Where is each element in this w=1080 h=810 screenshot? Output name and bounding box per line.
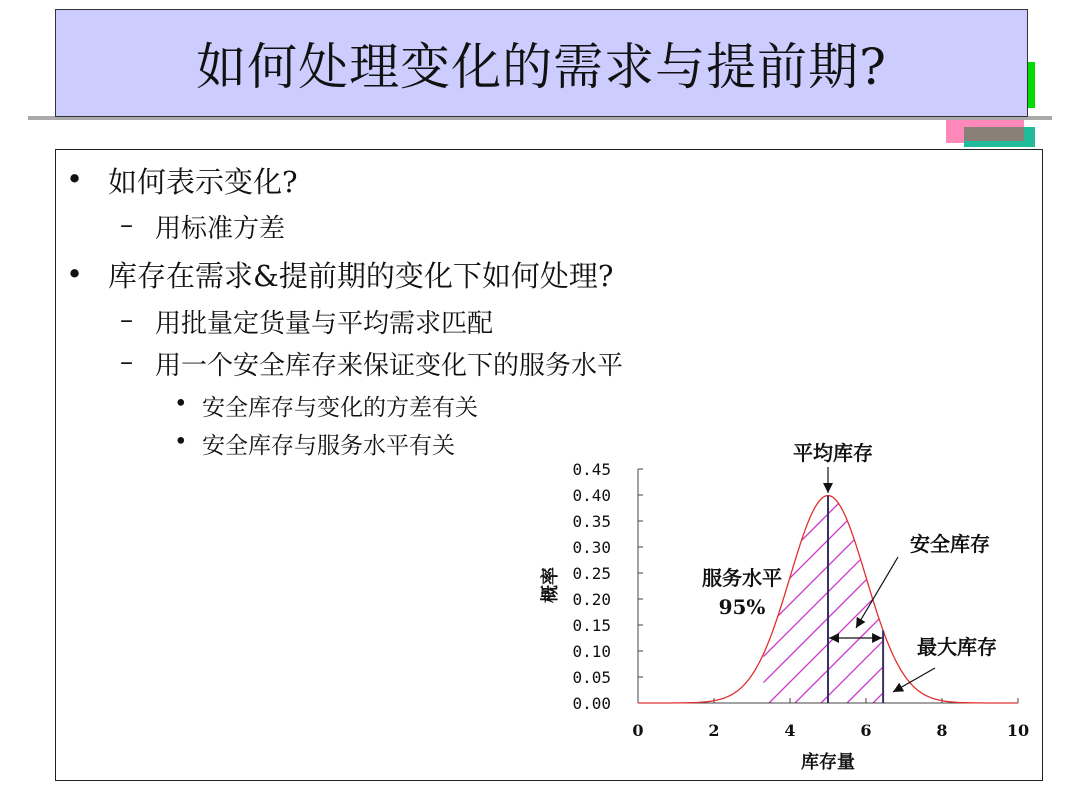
hatch-line xyxy=(1038,480,1080,720)
dash-marker: – xyxy=(120,347,133,377)
max-inventory-label: 最大库存 xyxy=(917,635,997,659)
y-tick-label: 0.40 xyxy=(572,486,611,505)
bullet-item-4: 用批量定货量与平均需求匹配 xyxy=(155,309,494,339)
safety-arrow xyxy=(856,557,898,628)
average-arrow-head xyxy=(823,483,833,493)
y-tick-label: 0.30 xyxy=(572,538,611,557)
y-tick-label: 0.05 xyxy=(572,668,611,687)
hatch-line xyxy=(934,480,1080,720)
hatch-line xyxy=(778,480,1018,720)
service-level-value: 95% xyxy=(718,595,766,619)
hatch-line xyxy=(1064,480,1080,720)
dash-marker: – xyxy=(120,305,133,335)
x-tick-label: 4 xyxy=(784,721,796,740)
dash-marker: – xyxy=(120,210,133,240)
hatch-line xyxy=(596,480,836,720)
hatch-line xyxy=(1012,480,1080,720)
x-axis-label: 库存量 xyxy=(801,752,855,773)
hatch-line xyxy=(960,480,1080,720)
bullet-marker: • xyxy=(66,162,84,196)
x-tick-label: 8 xyxy=(936,721,948,740)
hatch-line xyxy=(986,480,1080,720)
x-tick-label: 6 xyxy=(860,721,872,740)
tick-labels xyxy=(539,460,1029,773)
hatch-line xyxy=(804,480,1044,720)
bullet-item-7: 安全库存与服务水平有关 xyxy=(202,433,455,459)
hatch-line xyxy=(648,480,888,720)
hatch-line xyxy=(674,480,914,720)
average-inventory-label: 平均库存 xyxy=(793,441,873,465)
bullet-marker: • xyxy=(66,257,84,291)
x-tick-label: 0 xyxy=(632,721,644,740)
x-tick-label: 2 xyxy=(708,721,720,740)
y-axis-label: 概率 xyxy=(540,567,561,603)
x-tick-label: 10 xyxy=(1006,721,1030,740)
y-tick-label: 0.10 xyxy=(572,642,611,661)
y-tick-label: 0.45 xyxy=(572,460,611,479)
y-tick-label: 0.00 xyxy=(572,694,611,713)
safety-arrow-head xyxy=(856,617,865,628)
hatch-line xyxy=(856,480,1080,720)
slide-title: 如何处理变化的需求与提前期? xyxy=(55,9,1028,117)
chart-annotations xyxy=(702,441,997,692)
bullet-item-2: 用标准方差 xyxy=(155,214,286,244)
y-tick-label: 0.20 xyxy=(572,590,611,609)
hatch-line xyxy=(830,480,1070,720)
y-tick-label: 0.25 xyxy=(572,564,611,583)
y-tick-label: 0.35 xyxy=(572,512,611,531)
safety-stock-label: 安全库存 xyxy=(910,532,990,556)
y-tick-label: 0.15 xyxy=(572,616,611,635)
bullet-marker: • xyxy=(174,391,188,417)
bullet-item-3: 库存在需求&提前期的变化下如何处理? xyxy=(108,259,614,293)
hatch-line xyxy=(492,480,732,720)
service-level-label: 服务水平 xyxy=(702,566,782,590)
max-arrow-head xyxy=(893,683,904,692)
bullet-item-6: 安全库存与变化的方差有关 xyxy=(202,395,478,421)
hatch-line xyxy=(908,480,1080,720)
safety-span-right-head xyxy=(872,633,882,643)
bullet-marker: • xyxy=(174,429,188,455)
bullet-item-1: 如何表示变化? xyxy=(108,165,298,199)
bullet-item-5: 用一个安全库存来保证变化下的服务水平 xyxy=(155,351,624,381)
